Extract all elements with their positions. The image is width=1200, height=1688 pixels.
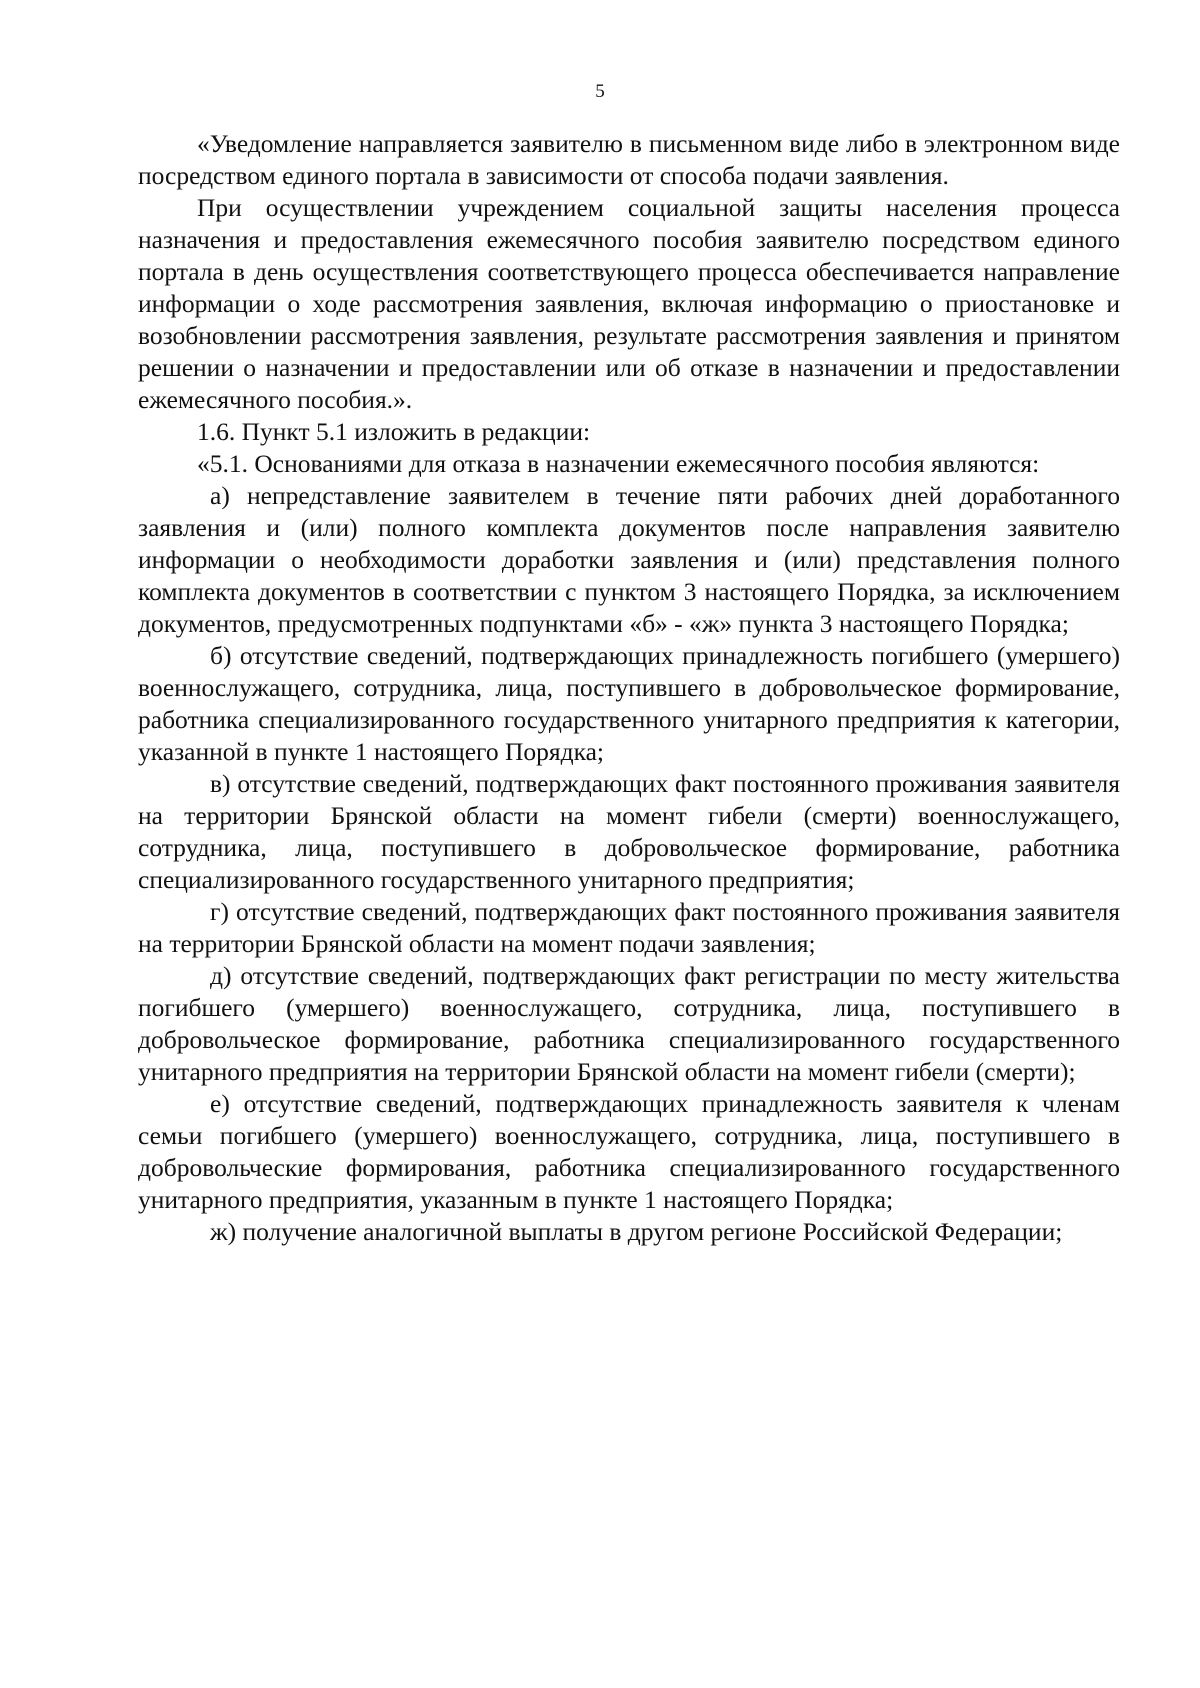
paragraph-subitem-d: д) отсутствие сведений, подтверждающих факт регистрации по месту жительства погибшего (умершего) военнослужащего, сотрудника, лица, поступившего в добровольческое формирование, работника специализированного государственного унитарного предприятия на территории Брянской области на момент гибели (смерти); (138, 961, 1120, 1086)
paragraph-item-1-6: 1.6. Пункт 5.1 изложить в редакции: (197, 417, 591, 446)
paragraph-subitem-e: е) отсутствие сведений, подтверждающих принадлежность заявителя к членам семьи погибшего (умершего) военнослужащего, сотрудника, лица, поступившего в добровольческие формирования, работника специализированного государственного унитарного предприятия, указанным в пункте 1 настоящего Порядка; (138, 1089, 1120, 1214)
paragraph-subitem-g: г) отсутствие сведений, подтверждающих факт постоянного проживания заявителя на территории Брянской области на момент подачи заявления; (138, 897, 1120, 958)
paragraph-subitem-a: а) непредставление заявителем в течение пяти рабочих дней доработанного заявления и (или) полного комплекта документов после направления заявителю информации о необходимости доработки заявления и (или) представления полного комплекта документов в соответствии с пунктом 3 настоящего Порядка, за исключением документов, предусмотренных подпунктами «б» - «ж» пункта 3 настоящего Порядка; (138, 481, 1120, 638)
document-body (138, 128, 1120, 1248)
paragraph-notification: «Уведомление направляется заявителю в письменном виде либо в электронном виде посредством единого портала в зависимости от способа подачи заявления. (138, 129, 1120, 190)
paragraph-portal-info: При осуществлении учреждением социальной защиты населения процесса назначения и предоставления ежемесячного пособия заявителю посредством единого портала в день осуществления соответствующего процесса обеспечивается направление информации о ходе рассмотрения заявления, включая информацию о приостановке и возобновлении рассмотрения заявления, результате рассмотрения заявления и принятом решении о назначении и предоставлении или об отказе в назначении и предоставлении ежемесячного пособия.». (138, 193, 1120, 414)
paragraph-subitem-b: б) отсутствие сведений, подтверждающих принадлежность погибшего (умершего) военнослужащего, сотрудника, лица, поступившего в добровольческое формирование, работника специализированного государственного унитарного предприятия к категории, указанной в пункте 1 настоящего Порядка; (138, 641, 1120, 766)
paragraph-subitem-v: в) отсутствие сведений, подтверждающих факт постоянного проживания заявителя на территории Брянской области на момент гибели (смерти) военнослужащего, сотрудника, лица, поступившего в добровольческое формирование, работника специализированного государственного унитарного предприятия; (138, 769, 1120, 894)
page-number: 5 (595, 81, 605, 102)
paragraph-item-5-1: «5.1. Основаниями для отказа в назначении ежемесячного пособия являются: (197, 449, 1040, 478)
paragraph-subitem-zh: ж) получение аналогичной выплаты в другом регионе Российской Федерации; (210, 1217, 1063, 1246)
